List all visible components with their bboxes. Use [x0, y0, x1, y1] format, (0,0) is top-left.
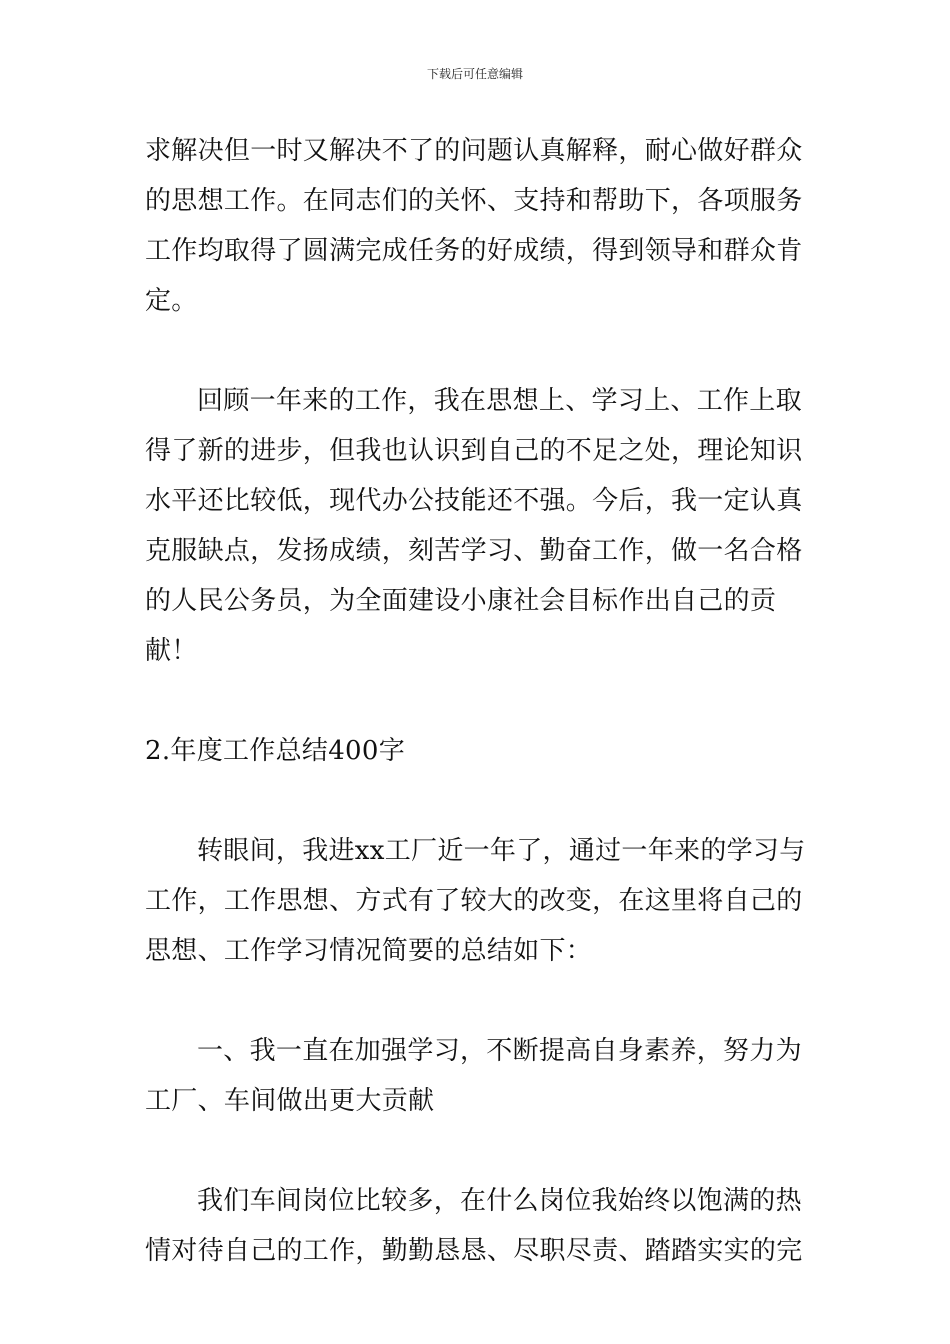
- paragraph-continuation: 求解决但一时又解决不了的问题认真解释，耐心做好群众的思想工作。在同志们的关怀、支持和帮助下，各项服务工作均取得了圆满完成任务的好成绩，得到领导和群众肯定。: [145, 136, 803, 316]
- document-body: [145, 126, 807, 1276]
- paragraph-review: 回顾一年来的工作，我在思想上、学习上、工作上取得了新的进步，但我也认识到自己的不足之处，理论知识水平还比较低，现代办公技能还不强。今后，我一定认真克服缺点，发扬成绩，刻苦学习、勤奋工作，做一名合格的人民公务员，为全面建设小康社会目标作出自己的贡献！: [145, 386, 803, 666]
- page-header: 下载后可任意编辑: [426, 67, 523, 81]
- paragraph-intro: 转眼间，我进xx工厂近一年了，通过一年来的学习与工作，工作思想、方式有了较大的改变，在这里将自己的思想、工作学习情况简要的总结如下：: [145, 836, 806, 966]
- section-heading: 2.年度工作总结400字: [145, 736, 406, 766]
- paragraph-workshop: 我们车间岗位比较多，在什么岗位我始终以饱满的热情对待自己的工作，勤勤恳恳、尽职尽责、踏踏实实的完: [145, 1186, 803, 1266]
- subsection-heading: 一、我一直在加强学习，不断提高自身素养，努力为工厂、车间做出更大贡献: [145, 1036, 802, 1116]
